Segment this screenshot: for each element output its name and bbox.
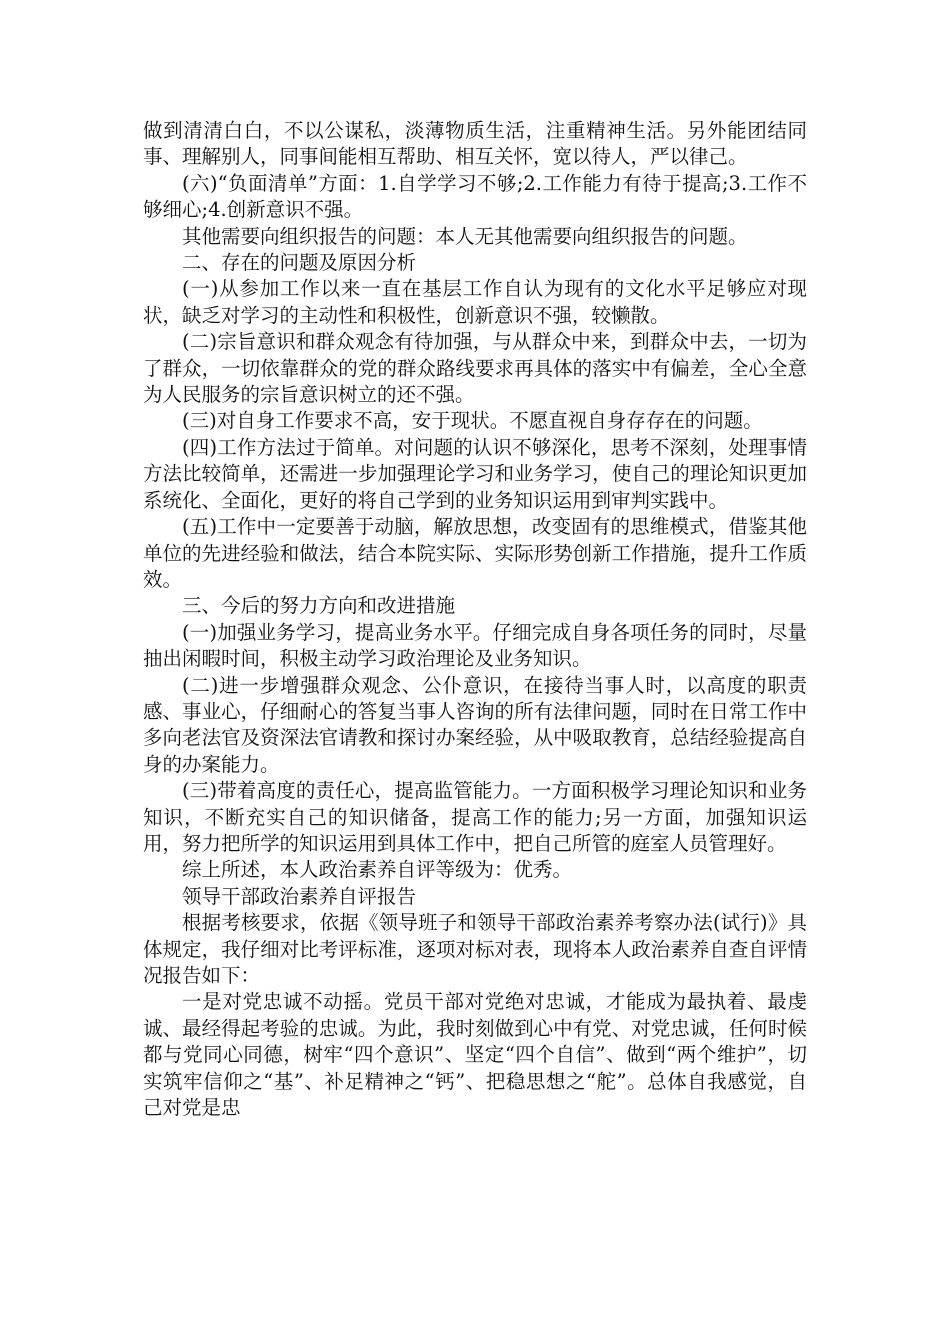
paragraph-12: (二)进一步增强群众观念、公仆意识，在接待当事人时，以高度的职责感、事业心，仔细耐心的答复当事人咨询的所有法律问题，同时在日常工作中多向老法官及资深法官请教和探讨办案经验，从中吸取教育，总结经验提高自身的办案能力。 [143, 673, 807, 776]
paragraph-5: (一)从参加工作以来一直在基层工作自认为现有的文化水平足够应对现状，缺乏对学习的主动性和积极性，创新意识不强，较懒散。 [143, 277, 807, 327]
paragraph-3: 其他需要向组织报告的问题：本人无其他需要向组织报告的问题。 [182, 224, 748, 248]
paragraph-16: 根据考核要求，依据《领导班子和领导干部政治素养考察办法(试行)》具体规定，我仔细对比考评标准，逐项对标对表，现将本人政治素养自查自评情况报告如下： [143, 911, 807, 987]
paragraph-9: (五)工作中一定要善于动脑，解放思想，改变固有的思维模式，借鉴其他单位的先进经验和做法，结合本院实际、实际形势创新工作措施，提升工作质效。 [143, 515, 807, 591]
paragraph-2: (六)“负面清单”方面：1.自学学习不够;2.工作能力有待于提高;3.工作不够细心;4.创新意识不强。 [143, 171, 807, 222]
paragraph-14: 综上所述，本人政治素养自评等级为：优秀。 [182, 858, 573, 882]
section-heading-2: 二、存在的问题及原因分析 [182, 251, 417, 275]
document-body [143, 118, 807, 1121]
paragraph-6: (二)宗旨意识和群众观念有待加强，与从群众中来，到群众中去，一切为了群众，一切依靠群众的党的群众路线要求再具体的落实中有偏差，全心全意为人民服务的宗旨意识树立的还不强。 [143, 330, 807, 407]
report-title: 领导干部政治素养自评报告 [182, 884, 417, 908]
paragraph-7: (三)对自身工作要求不高，安于现状。不愿直视自身存存在的问题。 [182, 409, 763, 433]
section-heading-3: 三、今后的努力方向和改进措施 [182, 594, 456, 618]
paragraph-8: (四)工作方法过于简单。对问题的认识不够深化，思考不深刻，处理事情方法比较简单，还需进一步加强理论学习和业务学习，使自己的理论知识更加系统化、全面化，更好的将自己学到的业务知识运用到审判实践中。 [143, 435, 807, 512]
paragraph-1: 做到清清白白，不以公谋私，淡薄物质生活，注重精神生活。另外能团结同事、理解别人，同事间能相互帮助、相互关怀，宽以待人，严以律己。 [143, 119, 807, 169]
paragraph-13: (三)带着高度的责任心，提高监管能力。一方面积极学习理论知识和业务知识，不断充实自己的知识储备，提高工作的能力;另一方面，加强知识运用，努力把所学的知识运用到具体工作中，把自己所管的庭室人员管理好。 [143, 779, 807, 855]
paragraph-11: (一)加强业务学习，提高业务水平。仔细完成自身各项任务的同时，尽量抽出闲暇时间，积极主动学习政治理论及业务知识。 [143, 620, 807, 671]
paragraph-17: 一是对党忠诚不动摇。党员干部对党绝对忠诚，才能成为最执着、最虔诚、最经得起考验的忠诚。为此，我时刻做到心中有党、对党忠诚，任何时候都与党同心同德，树牢“四个意识”、坚定“四个自信”、做到“两个维护”，切实筑牢信仰之“基”、补足精神之“钙”、把稳思想之“舵”。总体自我感觉，自己对党是忠 [143, 990, 807, 1120]
